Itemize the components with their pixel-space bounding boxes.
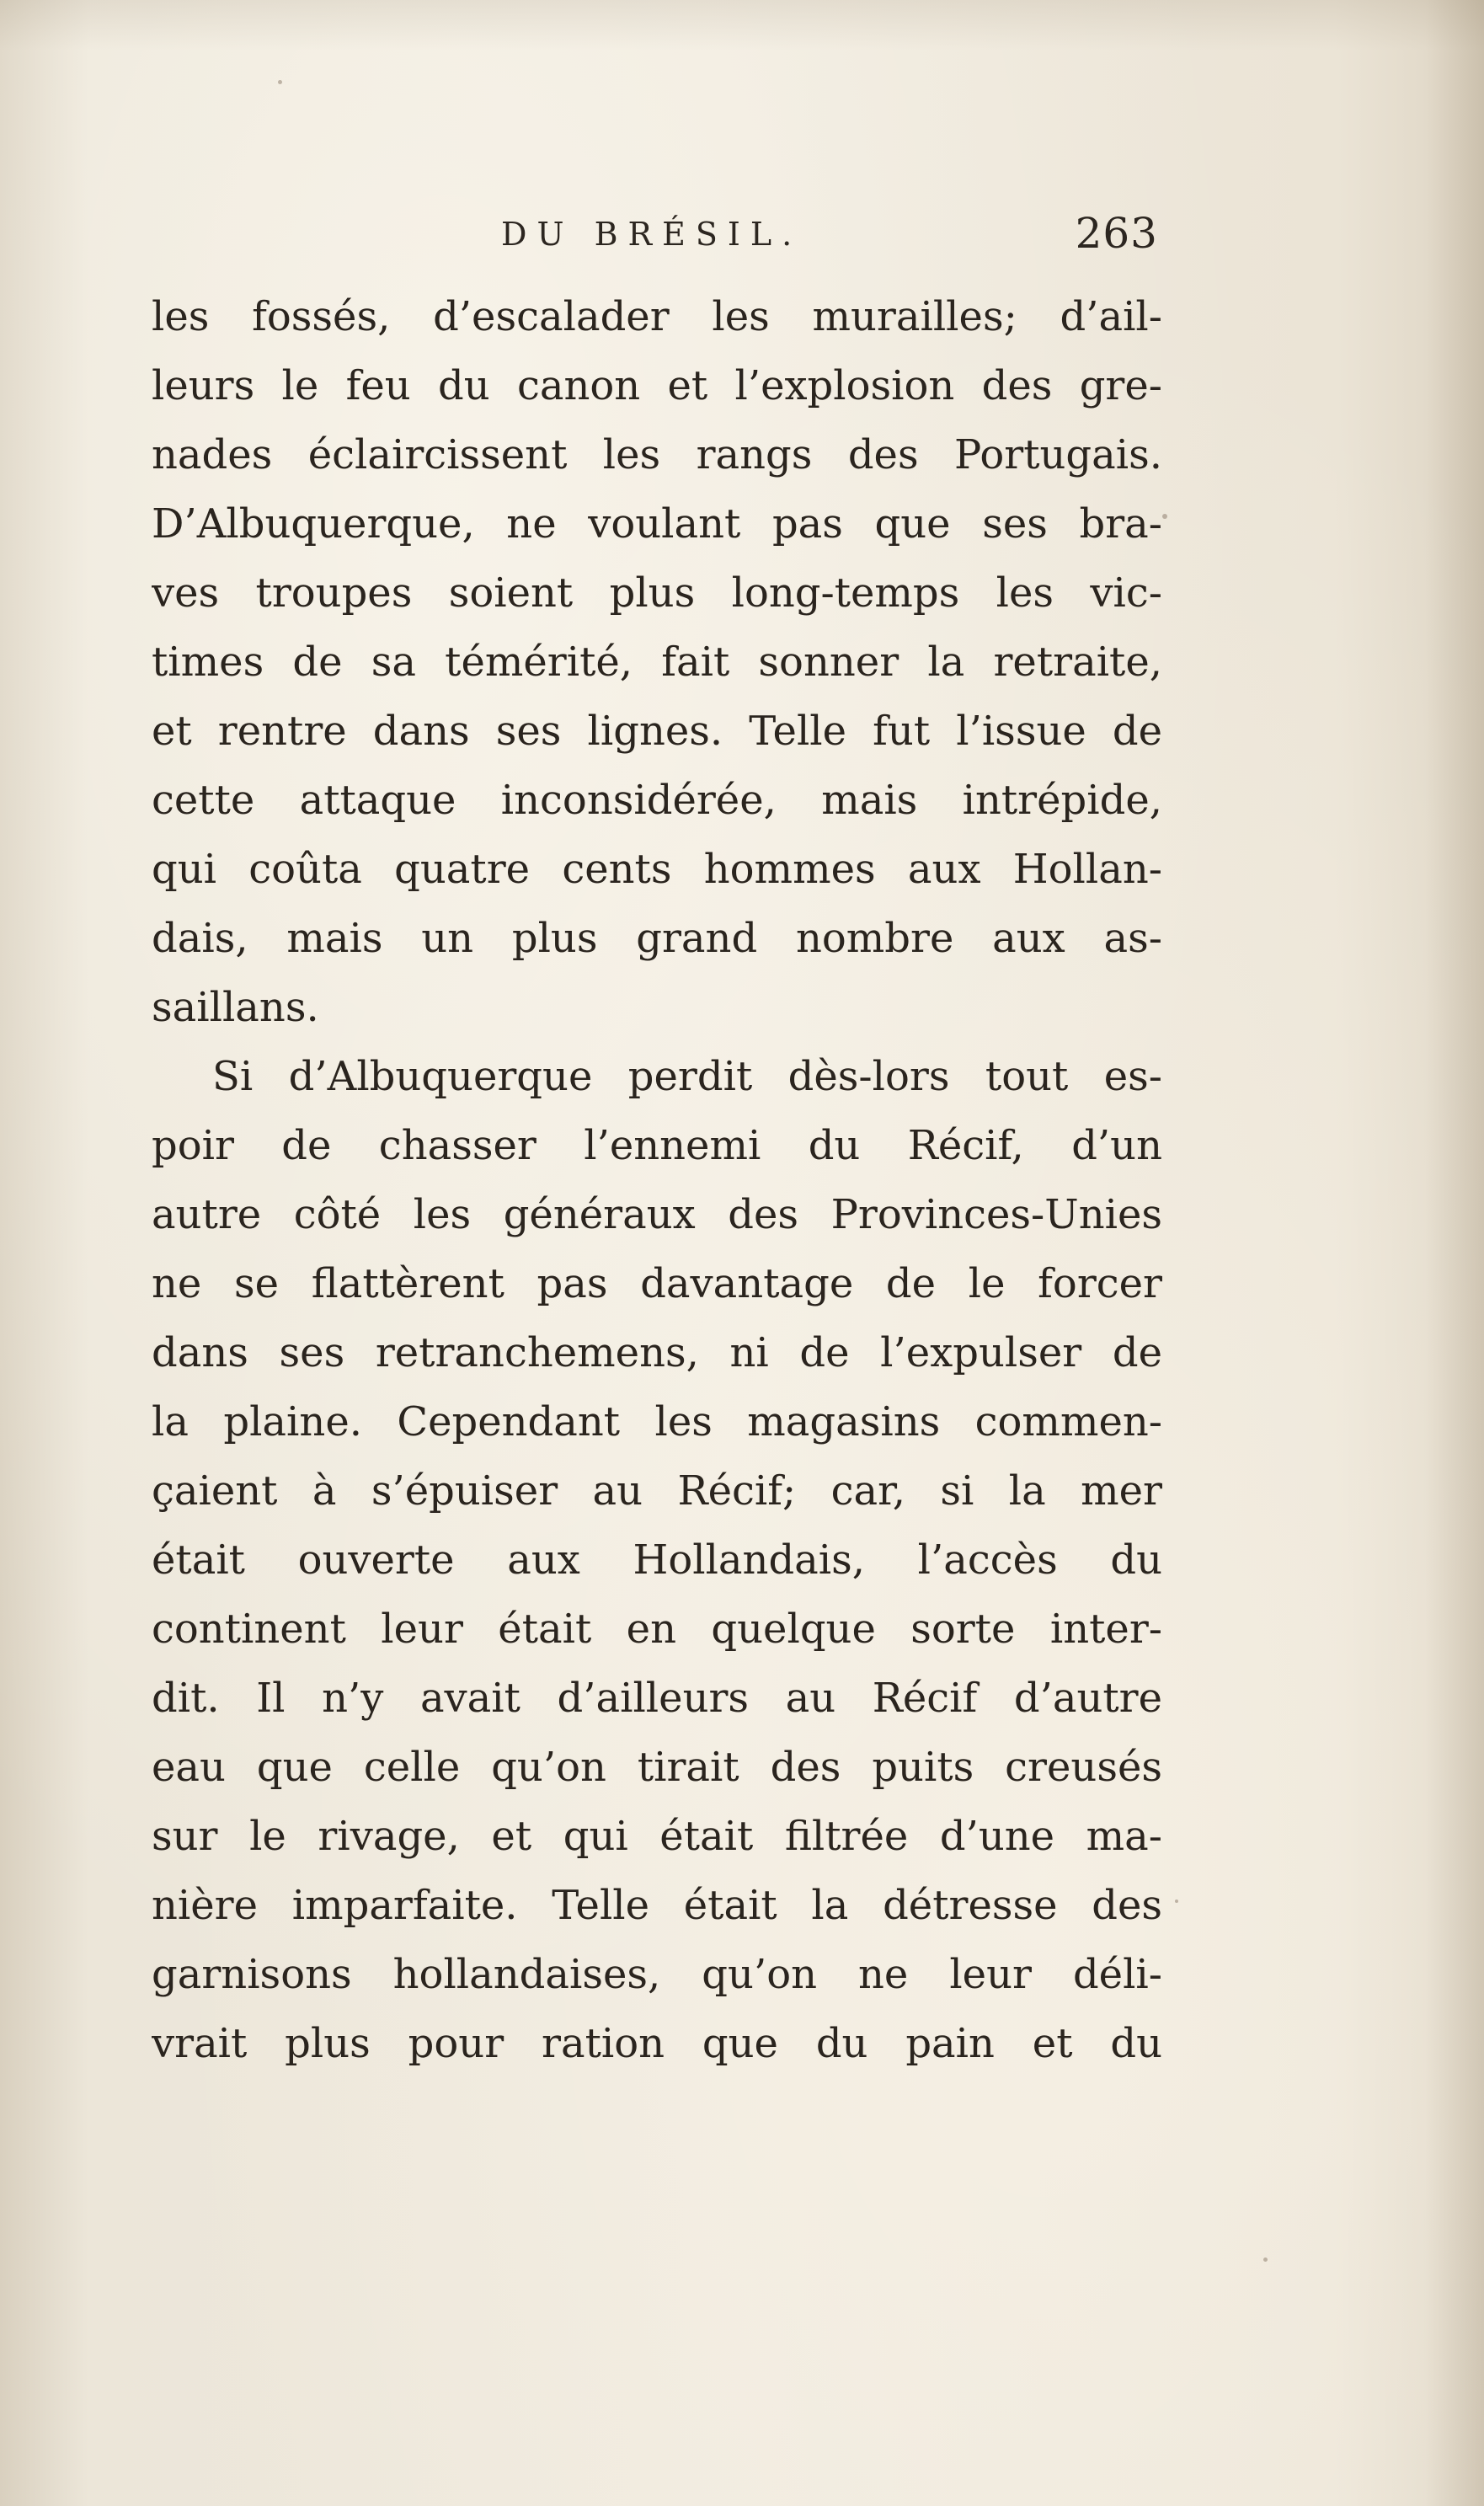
text-line: les fossés, d’escalader les murailles; d’ail- [152,293,1162,340]
text-line: garnisons hollandaises, qu’on ne leur déli- [152,1951,1162,1998]
text-line: leurs le feu du canon et l’explosion des gre- [152,362,1162,409]
text-line: dais, mais un plus grand nombre aux as- [152,915,1162,962]
paper-speck [1263,2258,1268,2262]
text-line: qui coûta quatre cents hommes aux Hollan- [152,846,1162,893]
page-edge-shading [1425,0,1484,2506]
text-line: vrait plus pour ration que du pain et du [152,2020,1162,2067]
paper-speck [1175,1900,1178,1903]
page-number: 263 [1075,209,1158,258]
text-line: la plaine. Cependant les magasins commen- [152,1398,1162,1445]
page-top-shading [0,0,1484,51]
text-line: et rentre dans ses lignes. Telle fut l’issue de [152,708,1162,755]
text-line: dans ses retranchemens, ni de l’expulser de [152,1329,1162,1376]
text-line: autre côté les généraux des Provinces-Unies [152,1191,1162,1238]
text-line: eau que celle qu’on tirait des puits creusés [152,1744,1162,1791]
text-line: nades éclaircissent les rangs des Portugais. [152,431,1162,478]
body-text [152,282,1162,2078]
text-line: cette attaque inconsidérée, mais intrépide, [152,777,1162,824]
text-line: D’Albuquerque, ne voulant pas que ses bra- [152,500,1162,548]
text-line: çaient à s’épuiser au Récif; car, si la mer [152,1467,1162,1515]
text-line: Si d’Albuquerque perdit dès-lors tout es- [212,1053,1162,1100]
paper-speck [1162,514,1167,519]
text-line: poir de chasser l’ennemi du Récif, d’un [152,1122,1162,1169]
text-line: saillans. [152,984,319,1031]
text-line: ne se flattèrent pas davantage de le forcer [152,1260,1162,1307]
text-line: ves troupes soient plus long-temps les vic- [152,569,1162,617]
text-line: nière imparfaite. Telle était la détresse des [152,1882,1162,1929]
text-line: continent leur était en quelque sorte inter- [152,1606,1162,1653]
running-title: DU BRÉSIL. [501,216,803,253]
text-line: était ouverte aux Hollandais, l’accès du [152,1536,1162,1584]
text-line: sur le rivage, et qui était filtrée d’une ma- [152,1813,1162,1860]
page-header [152,209,1162,268]
paper-speck [278,80,282,84]
text-line: times de sa témérité, fait sonner la retraite, [152,639,1162,686]
text-line: dit. Il n’y avait d’ailleurs au Récif d’autre [152,1675,1162,1722]
